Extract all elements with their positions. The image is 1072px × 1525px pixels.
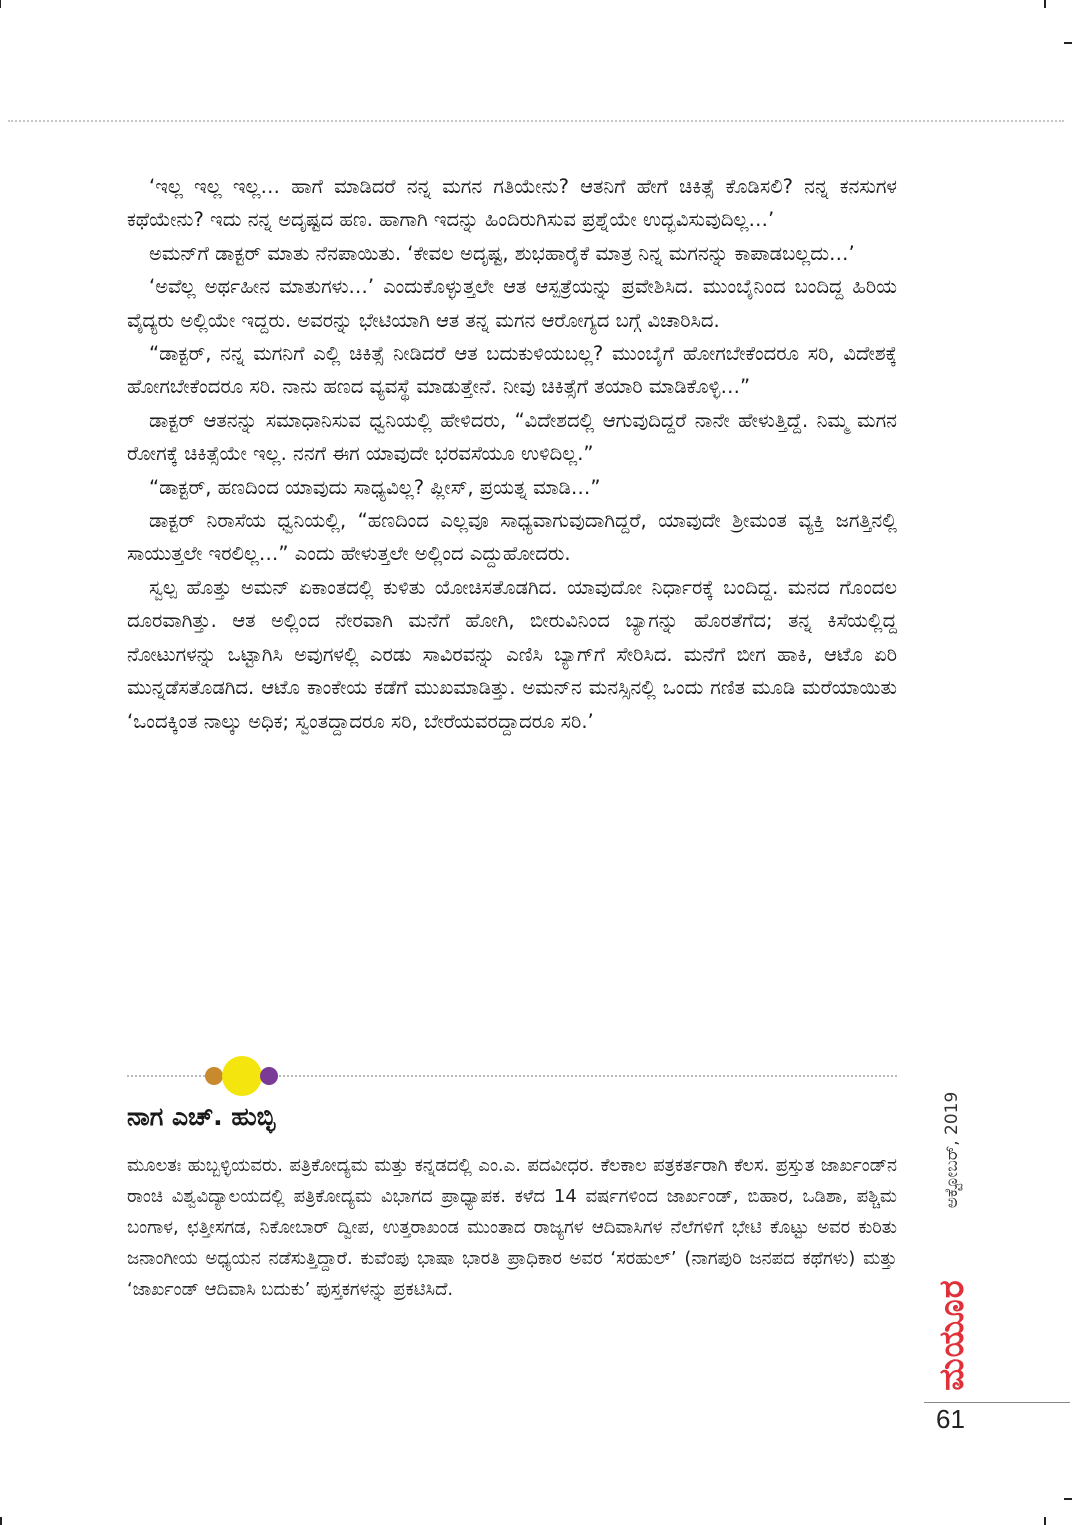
magazine-sidebar <box>924 1060 980 1390</box>
story-paragraph: “ಡಾಕ್ಟರ್, ಹಣದಿಂದ ಯಾವುದು ಸಾಧ್ಯವಿಲ್ಲ? ಪ್ಲೀಸ್, ಪ್ರಯತ್ನ ಮಾಡಿ…” <box>149 475 601 499</box>
crop-mark-right-upper <box>1064 42 1072 44</box>
author-bio: ಮೂಲತಃ ಹುಬ್ಬಳ್ಳಿಯವರು. ಪತ್ರಿಕೋದ್ಯಮ ಮತ್ತು ಕನ್ನಡದಲ್ಲಿ ಎಂ.ಎ. ಪದವೀಧರ. ಕೆಲಕಾಲ ಪತ್ರಕರ್ತರಾಗಿ ಕೆಲಸ. ಪ್ರಸ್ತುತ ಜಾರ್ಖಂಡ್‌ನ ರಾಂಚಿ ವಿಶ್ವವಿದ್ಯಾಲಯದಲ್ಲಿ ಪತ್ರಿಕೋದ್ಯಮ ವಿಭಾಗದ ಪ್ರಾಧ್ಯಾಪಕ. ಕಳೆದ 14 ವರ್ಷಗಳಿಂದ ಜಾರ್ಖಂಡ್, ಬಿಹಾರ, ಒಡಿಶಾ, ಪಶ್ಚಿಮ ಬಂಗಾಳ, ಛತ್ತೀಸಗಡ, ನಿಕೋಬಾರ್ ದ್ವೀಪ, ಉತ್ತರಾಖಂಡ ಮುಂತಾದ ರಾಜ್ಯಗಳ ಆದಿವಾಸಿಗಳ ನೆಲೆಗಳಿಗೆ ಭೇಟಿ ಕೊಟ್ಟು ಅವರ ಕುರಿತು ಜನಾಂಗೀಯ ಅಧ್ಯಯನ ನಡೆಸುತ್ತಿದ್ದಾರೆ. ಕುವೆಂಪು ಭಾಷಾ ಭಾರತಿ ಪ್ರಾಧಿಕಾರ ಅವರ ‘ಸರಹುಲ್’ (ನಾಗಪುರಿ ಜನಪದ ಕಥೆಗಳು) ಮತ್ತು ‘ಜಾರ್ಖಂಡ್ ಆದಿವಾಸಿ ಬದುಕು’ ಪುಸ್ತಕಗಳನ್ನು ಪ್ರಕಟಿಸಿದೆ. <box>127 1155 897 1300</box>
page-number-rule <box>924 1402 1070 1403</box>
author-section-divider <box>127 1060 897 1092</box>
magazine-logo-text: ಮಯೂರ <box>932 1279 972 1391</box>
page-number: 61 <box>936 1404 965 1434</box>
issue-date <box>924 1060 980 1240</box>
story-paragraph: ಡಾಕ್ಟರ್ ನಿರಾಸೆಯ ಧ್ವನಿಯಲ್ಲಿ, “ಹಣದಿಂದ ಎಲ್ಲವೂ ಸಾಧ್ಯವಾಗುವುದಾಗಿದ್ದರೆ, ಯಾವುದೇ ಶ್ರೀಮಂತ ವ್ಯಕ್ತಿ ಜಗತ್ತಿನಲ್ಲಿ ಸಾಯುತ್ತಲೇ ಇರಲಿಲ್ಲ…” ಎಂದು ಹೇಳುತ್ತಲೇ ಅಲ್ಲಿಂದ ಎದ್ದುಹೋದರು. <box>127 509 897 566</box>
story-paragraph: “ಡಾಕ್ಟರ್, ನನ್ನ ಮಗನಿಗೆ ಎಲ್ಲಿ ಚಿಕಿತ್ಸೆ ನೀಡಿದರೆ ಆತ ಬದುಕುಳಿಯಬಲ್ಲ? ಮುಂಬೈಗೆ ಹೋಗಬೇಕೆಂದರೂ ಸರಿ, ವಿದೇಶಕ್ಕೆ ಹೋಗಬೇಕೆಂದರೂ ಸರಿ. ನಾನು ಹಣದ ವ್ಯವಸ್ಥೆ ಮಾಡುತ್ತೇನೆ. ನೀವು ಚಿಕಿತ್ಸೆಗೆ ತಯಾರಿ ಮಾಡಿಕೊಳ್ಳಿ…” <box>127 342 897 399</box>
author-name: ನಾಗ ಎಚ್. ಹುಬ್ಳಿ <box>127 1102 276 1131</box>
top-dotted-rule <box>8 120 1064 122</box>
yellow-dot-ornament <box>222 1056 262 1096</box>
magazine-logo <box>924 1270 980 1400</box>
story-paragraph: ‘ಇಲ್ಲ ಇಲ್ಲ ಇಲ್ಲ… ಹಾಗೆ ಮಾಡಿದರೆ ನನ್ನ ಮಗನ ಗತಿಯೇನು? ಆತನಿಗೆ ಹೇಗೆ ಚಿಕಿತ್ಸೆ ಕೊಡಿಸಲಿ? ನನ್ನ ಕನಸುಗಳ ಕಥೆಯೇನು? ಇದು ನನ್ನ ಅದೃಷ್ಟದ ಹಣ. ಹಾಗಾಗಿ ಇದನ್ನು ಹಿಂದಿರುಗಿಸುವ ಪ್ರಶ್ನೆಯೇ ಉದ್ಭವಿಸುವುದಿಲ್ಲ…’ <box>127 175 897 232</box>
story-paragraph: ಡಾಕ್ಟರ್ ಆತನನ್ನು ಸಮಾಧಾನಿಸುವ ಧ್ವನಿಯಲ್ಲಿ ಹೇಳಿದರು, “ವಿದೇಶದಲ್ಲಿ ಆಗುವುದಿದ್ದರೆ ನಾನೇ ಹೇಳುತ್ತಿದ್ದೆ. ನಿಮ್ಮ ಮಗನ ರೋಗಕ್ಕೆ ಚಿಕಿತ್ಸೆಯೇ ಇಲ್ಲ. ನನಗೆ ಈಗ ಯಾವುದೇ ಭರವಸೆಯೂ ಉಳಿದಿಲ್ಲ.” <box>127 408 897 466</box>
crop-mark-bottom-left <box>0 1517 2 1525</box>
story-paragraph: ‘ಅವೆಲ್ಲ ಅರ್ಥಹೀನ ಮಾತುಗಳು…’ ಎಂದುಕೊಳ್ಳುತ್ತಲೇ ಆತ ಆಸ್ಪತ್ರೆಯನ್ನು ಪ್ರವೇಶಿಸಿದ. ಮುಂಬೈನಿಂದ ಬಂದಿದ್ದ ಹಿರಿಯ ವೈದ್ಯರು ಅಲ್ಲಿಯೇ ಇದ್ದರು. ಅವರನ್ನು ಭೇಟಿಯಾಗಿ ಆತ ತನ್ನ ಮಗನ ಆರೋಗ್ಯದ ಬಗ್ಗೆ ವಿಚಾರಿಸಿದ. <box>127 275 897 332</box>
story-paragraph: ಅಮನ್‌ಗೆ ಡಾಕ್ಟರ್ ಮಾತು ನೆನಪಾಯಿತು. ‘ಕೇವಲ ಅದೃಷ್ಟ, ಶುಭಹಾರೈಕೆ ಮಾತ್ರ ನಿನ್ನ ಮಗನನ್ನು ಕಾಪಾಡಬಲ್ಲದು…’ <box>149 241 855 265</box>
story-body <box>127 170 897 738</box>
orange-dot-ornament <box>205 1067 223 1085</box>
purple-dot-ornament <box>260 1067 278 1085</box>
issue-date-text: ಅಕ್ಟೋಬರ್, 2019 <box>942 1091 962 1209</box>
crop-mark-top-left <box>0 0 1 8</box>
crop-mark-top-right <box>1044 0 1046 8</box>
crop-mark-bottom-right <box>1044 1517 1046 1525</box>
story-paragraph: ಸ್ವಲ್ಪ ಹೊತ್ತು ಅಮನ್ ಏಕಾಂತದಲ್ಲಿ ಕುಳಿತು ಯೋಚಿಸತೊಡಗಿದ. ಯಾವುದೋ ನಿರ್ಧಾರಕ್ಕೆ ಬಂದಿದ್ದ. ಮನದ ಗೊಂದಲ ದೂರವಾಗಿತ್ತು. ಆತ ಅಲ್ಲಿಂದ ನೇರವಾಗಿ ಮನೆಗೆ ಹೋಗಿ, ಬೀರುವಿನಿಂದ ಬ್ಯಾಗನ್ನು ಹೊರತೆಗೆದ; ತನ್ನ ಕಿಸೆಯಲ್ಲಿದ್ದ ನೋಟುಗಳನ್ನು ಒಟ್ಟಾಗಿಸಿ ಅವುಗಳಲ್ಲಿ ಎರಡು ಸಾವಿರವನ್ನು ಎಣಿಸಿ ಬ್ಯಾಗ್‌ಗೆ ಸೇರಿಸಿದ. ಮನೆಗೆ ಬೀಗ ಹಾಕಿ, ಆಟೊ ಏರಿ ಮುನ್ನಡೆಸತೊಡಗಿದ. ಆಟೊ ಕಾಂಕೇಯ ಕಡೆಗೆ ಮುಖಮಾಡಿತ್ತು. ಅಮನ್‌ನ ಮನಸ್ಸಿನಲ್ಲಿ ಒಂದು ಗಣಿತ ಮೂಡಿ ಮರೆಯಾಯಿತು ‘ಒಂದಕ್ಕಿಂತ ನಾಲ್ಕು ಅಧಿಕ; ಸ್ವಂತದ್ದಾದರೂ ಸರಿ, ಬೇರೆಯವರದ್ದಾದರೂ ಸರಿ.’ <box>127 575 897 733</box>
crop-mark-right-lower <box>1064 1498 1072 1500</box>
